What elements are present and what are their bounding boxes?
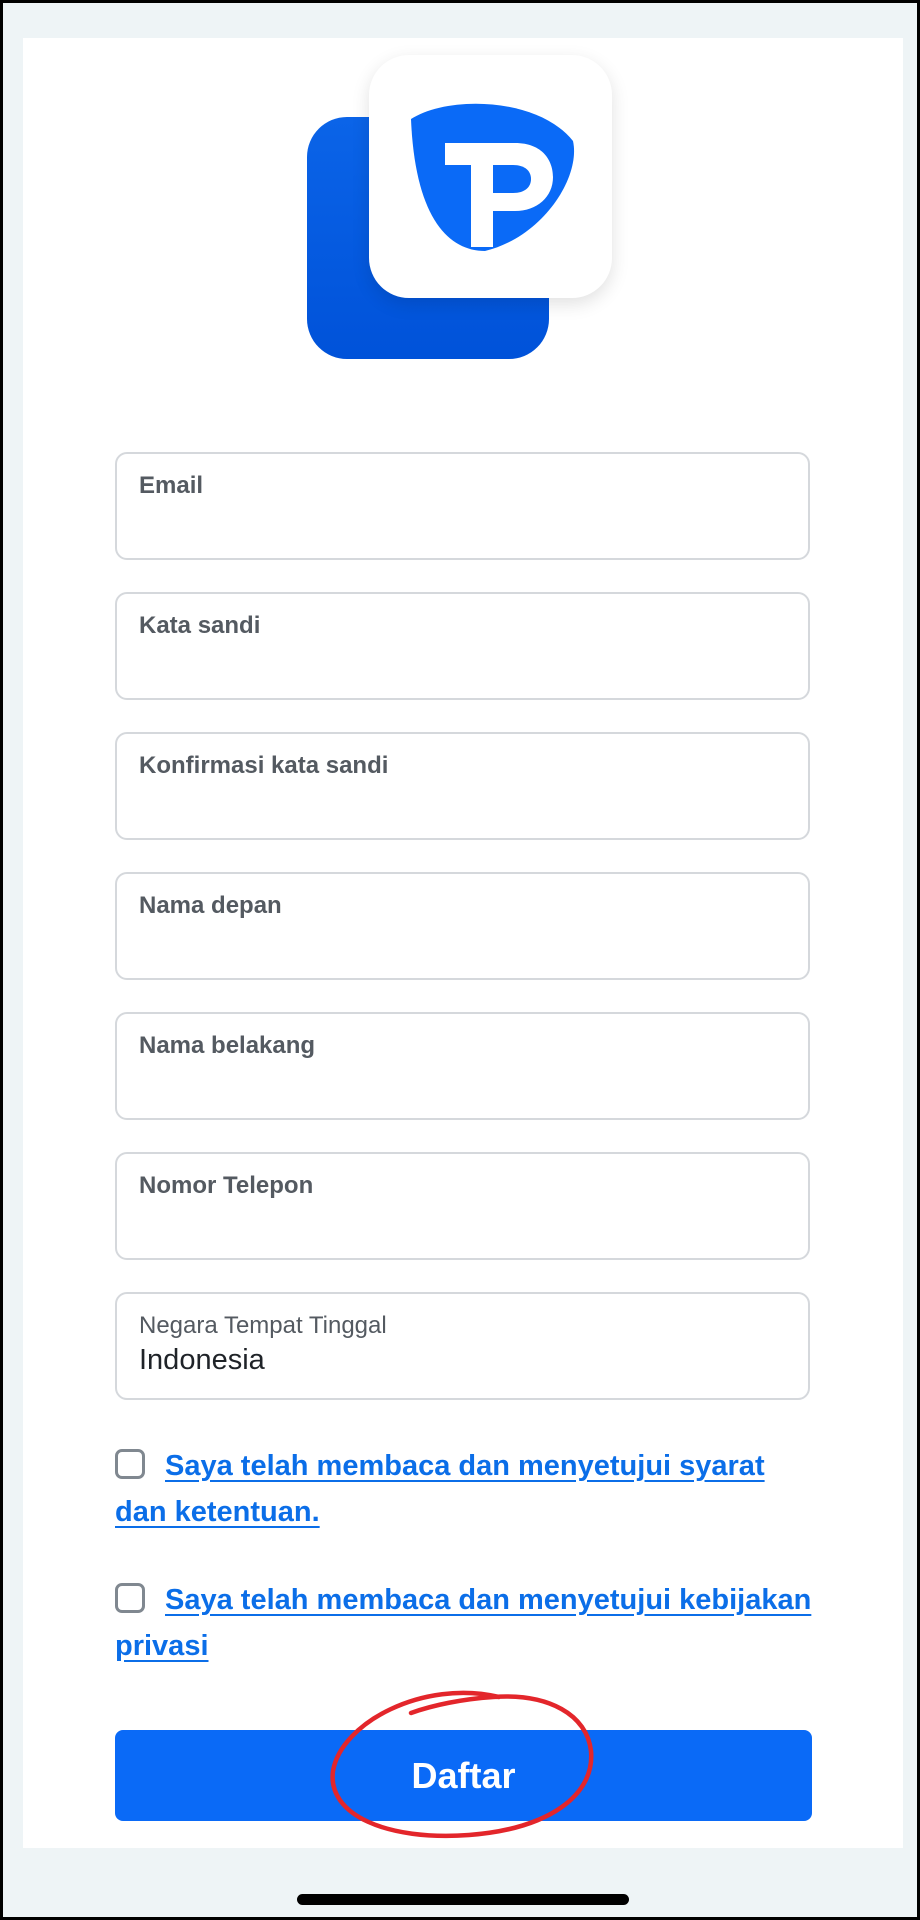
privacy-consent-row: [115, 1577, 815, 1669]
confirm-password-field-label: Konfirmasi kata sandi: [139, 752, 389, 779]
home-indicator: [297, 1894, 629, 1905]
country-select-value: Indonesia: [139, 1344, 265, 1376]
register-button[interactable]: Daftar: [115, 1730, 812, 1821]
app-logo: [307, 55, 612, 365]
country-select-label: Negara Tempat Tinggal: [139, 1312, 387, 1339]
first-name-field[interactable]: [115, 872, 810, 980]
email-field-label: Email: [139, 472, 204, 499]
password-field-label: Kata sandi: [139, 612, 261, 639]
country-select[interactable]: [115, 1292, 810, 1400]
phone-field[interactable]: [115, 1152, 810, 1260]
password-field[interactable]: [115, 592, 810, 700]
terms-link[interactable]: Saya telah membaca dan menyetujui syarat dan ketentuan.: [115, 1450, 765, 1528]
terms-consent-row: [115, 1443, 815, 1535]
first-name-field-label: Nama depan: [139, 892, 282, 919]
email-field[interactable]: [115, 452, 810, 560]
privacy-checkbox[interactable]: [115, 1583, 145, 1613]
red-circle-annotation: [323, 1683, 603, 1848]
last-name-field-label: Nama belakang: [139, 1032, 316, 1059]
p-shield-icon: [403, 99, 578, 259]
terms-checkbox[interactable]: [115, 1449, 145, 1479]
phone-field-label: Nomor Telepon: [139, 1172, 314, 1199]
logo-front-tile: [369, 55, 612, 298]
privacy-link[interactable]: Saya telah membaca dan menyetujui kebijakan privasi: [115, 1584, 812, 1662]
confirm-password-field[interactable]: [115, 732, 810, 840]
last-name-field[interactable]: [115, 1012, 810, 1120]
